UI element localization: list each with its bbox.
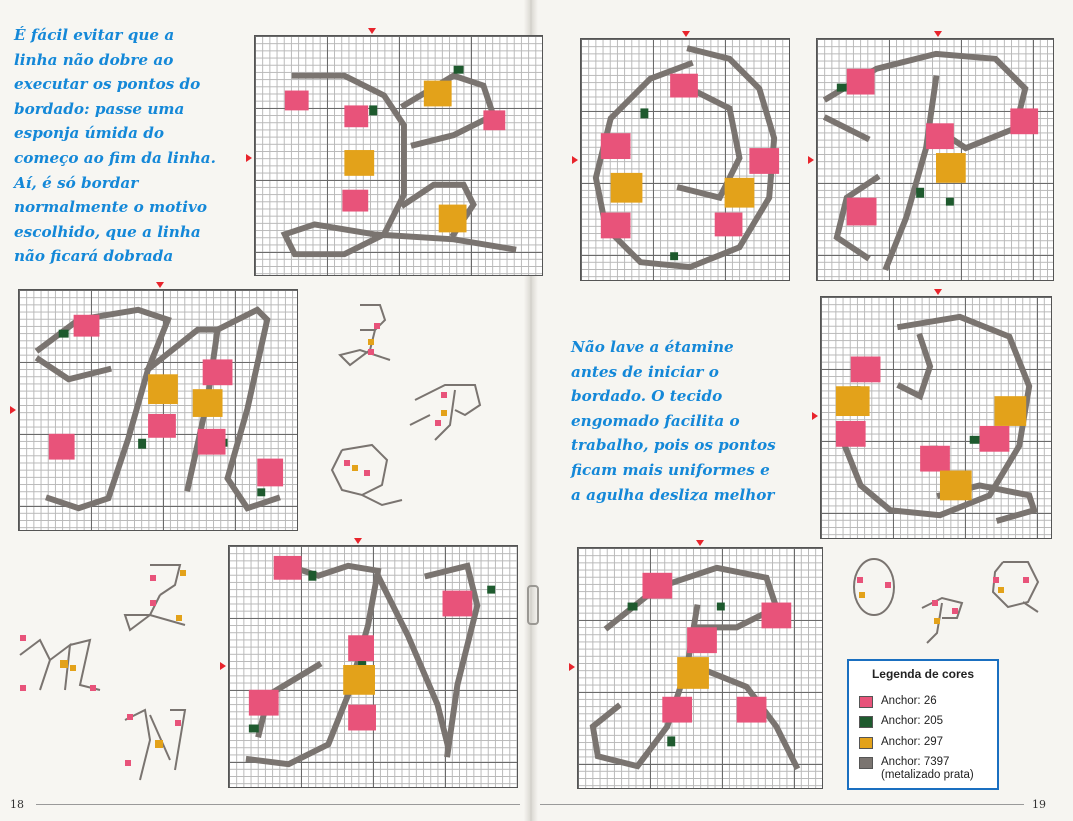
- swatch-anchor-205: [859, 716, 873, 728]
- page-number-left: 18: [10, 798, 24, 811]
- swatch-anchor-26: [859, 696, 873, 708]
- center-marker: [934, 289, 942, 295]
- tip-line: executar os pontos do: [14, 75, 201, 94]
- tip-line: bordado: passe uma: [14, 99, 185, 118]
- tip-right-text: [571, 335, 801, 507]
- center-marker: [220, 662, 226, 670]
- staple-bottom: [527, 585, 539, 625]
- tip-line: linha não dobre ao: [14, 50, 174, 69]
- center-marker: [696, 540, 704, 546]
- center-marker: [354, 538, 362, 544]
- footer-rule-left: [36, 804, 520, 805]
- legend-title: Legenda de cores: [871, 667, 975, 681]
- mini-letter-q-preview: [322, 435, 412, 515]
- chart-letter-m: [18, 289, 298, 531]
- chart-letter-l: [254, 35, 543, 276]
- tip-line: ficam mais uniformes e: [571, 460, 770, 479]
- chart-letter-r: [577, 547, 823, 789]
- chart-letter-o: [580, 38, 790, 281]
- mini-letter-p-preview: [405, 370, 490, 445]
- color-legend: [847, 659, 999, 790]
- mini-letter-q-alt-preview: [983, 552, 1048, 622]
- center-marker: [10, 406, 16, 414]
- tip-line: a agulha desliza melhor: [571, 485, 775, 504]
- legend-label: Anchor: 205: [881, 715, 944, 727]
- center-marker: [156, 282, 164, 288]
- center-marker: [812, 412, 818, 420]
- center-marker: [368, 28, 376, 34]
- legend-label: Anchor: 7397: [881, 756, 950, 768]
- legend-label: Anchor: 26: [881, 695, 937, 707]
- mini-letter-o-preview: [847, 552, 902, 622]
- tip-line: antes de iniciar o: [571, 362, 719, 381]
- tip-line: escolhido, que a linha: [14, 222, 201, 241]
- mini-letter-l-preview: [330, 295, 410, 375]
- center-marker: [682, 31, 690, 37]
- chart-letter-n: [228, 545, 518, 788]
- mini-letter-p-alt-preview: [912, 588, 972, 648]
- footer-rule-right: [540, 804, 1024, 805]
- tip-line: normalmente o motivo: [14, 198, 207, 217]
- swatch-anchor-297: [859, 737, 873, 749]
- tip-line: Não lave a étamine: [571, 338, 734, 356]
- center-marker: [934, 31, 942, 37]
- center-marker: [569, 663, 575, 671]
- chart-letter-q: [820, 296, 1052, 539]
- tip-line: trabalho, pois os pontos: [571, 436, 776, 455]
- mini-letter-n-preview: [115, 700, 205, 790]
- tip-line: Aí, é só bordar: [14, 173, 139, 192]
- center-marker: [808, 156, 814, 164]
- chart-letter-p: [816, 38, 1054, 281]
- center-marker: [572, 156, 578, 164]
- mini-letter-l-alt-preview: [110, 555, 200, 645]
- tip-line: esponja úmida do: [14, 124, 165, 143]
- legend-label: Anchor: 297: [881, 736, 944, 748]
- swatch-anchor-7397: [859, 757, 873, 769]
- tip-line: começo ao fim da linha.: [14, 148, 216, 167]
- center-marker: [246, 154, 252, 162]
- tip-left-text: [14, 23, 249, 269]
- tip-line: bordado. O tecido: [571, 387, 723, 406]
- mini-letter-m-preview: [10, 630, 110, 710]
- tip-line: não ficará dobrada: [14, 247, 174, 266]
- page-number-right: 19: [1032, 798, 1046, 811]
- tip-line: engomado facilita o: [571, 411, 740, 430]
- tip-line: É fácil evitar que a: [14, 26, 175, 44]
- legend-sublabel: (metalizado prata): [881, 769, 974, 781]
